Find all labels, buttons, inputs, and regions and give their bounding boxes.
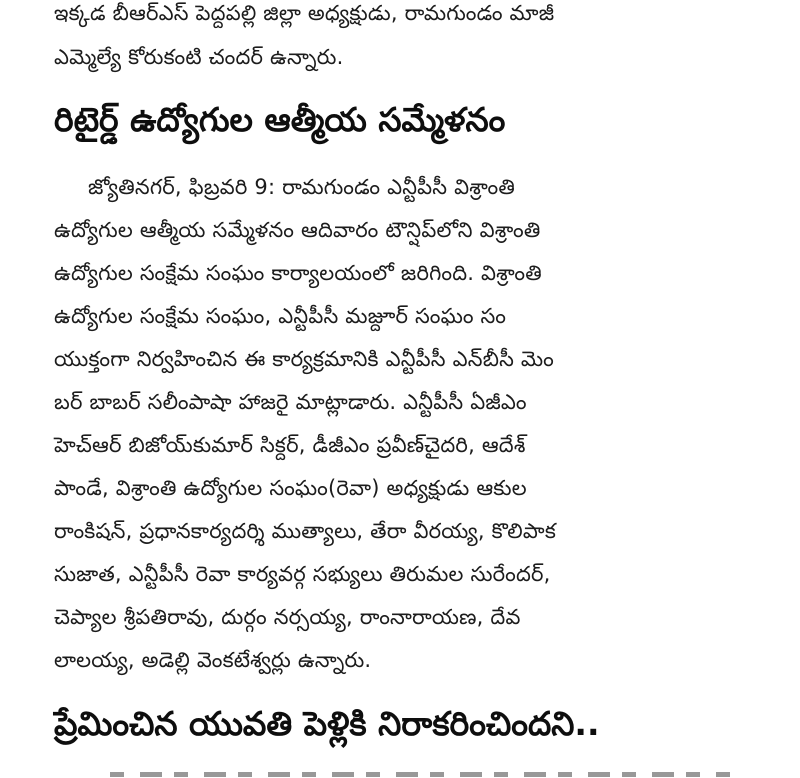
article-text-line: ఉద్యోగుల ఆత్మీయ సమ్మేళనం ఆదివారం టౌన్షిప్‌లోని విశ్రాంతి [54,218,541,242]
article-text-line: ఉద్యోగుల సంక్షేమ సంఘం, ఎన్టీపీసీ మజ్దూర్ సంఘం సం [54,304,507,328]
article-text-line: సుజాత, ఎన్టీపీసీ రెవా కార్యవర్గ సభ్యులు తిరుమల సురేందర్, [54,562,551,586]
headline-retired-employees-meet: రిటైర్డ్ ఉద్యోగుల ఆత్మీయ సమ్మేళనం [54,100,506,139]
cropped-next-line [110,764,730,778]
article-text-line: చెప్యాల శ్రీపతిరావు, దుర్గం నర్సయ్య, రాంనారాయణ, దేవ [54,605,521,629]
article-text-line: ఎమ్మెల్యే కోరుకంటి చందర్ ఉన్నారు. [54,45,344,69]
headline-love-refusal: ప్రేమించిన యువతి పెళ్లికి నిరాకరించిందని.. [54,704,600,743]
article-text-line: పాండే, విశ్రాంతి ఉద్యోగుల సంఘం(రెవా) అధ్యక్షుడు ఆకుల [54,476,527,500]
article-text-line: లాలయ్య, అడెల్లి వెంకటేశ్వర్లు ఉన్నారు. [54,648,372,672]
article-text-line: యుక్తంగా నిర్వహించిన ఈ కార్యక్రమానికి ఎన్టీపీసీ ఎన్‌బీసీ మెం [54,347,554,371]
article-text-line: ఉద్యోగుల సంక్షేమ సంఘం కార్యాలయంలో జరిగింది. విశ్రాంతి [54,261,542,285]
article-text-line: జ్యోతినగర్, ఫిబ్రవరి 9: రామగుండం ఎన్టీపీసీ విశ్రాంతి [88,175,515,199]
article-column [54,0,734,778]
article-text-line: రాంకిషన్, ప్రధానకార్యదర్శి ముత్యాలు, తేరా వీరయ్య, కొలిపాక [54,519,557,543]
article-text-line: ఇక్కడ బీఆర్ఎస్ పెద్దపల్లి జిల్లా అధ్యక్షుడు, రామగుండం మాజీ [54,1,555,25]
article-text-line: బర్ బాబర్ సలీంపాషా హాజరై మాట్లాడారు. ఎన్టీపీసీ ఏజీఎం [54,390,527,414]
article-text-line: హెచ్‌ఆర్ బిజోయ్‌కుమార్ సిక్దర్, డీజీఎం ప్రవీణ్‌చైదరి, ఆదేశ్ [54,433,526,457]
